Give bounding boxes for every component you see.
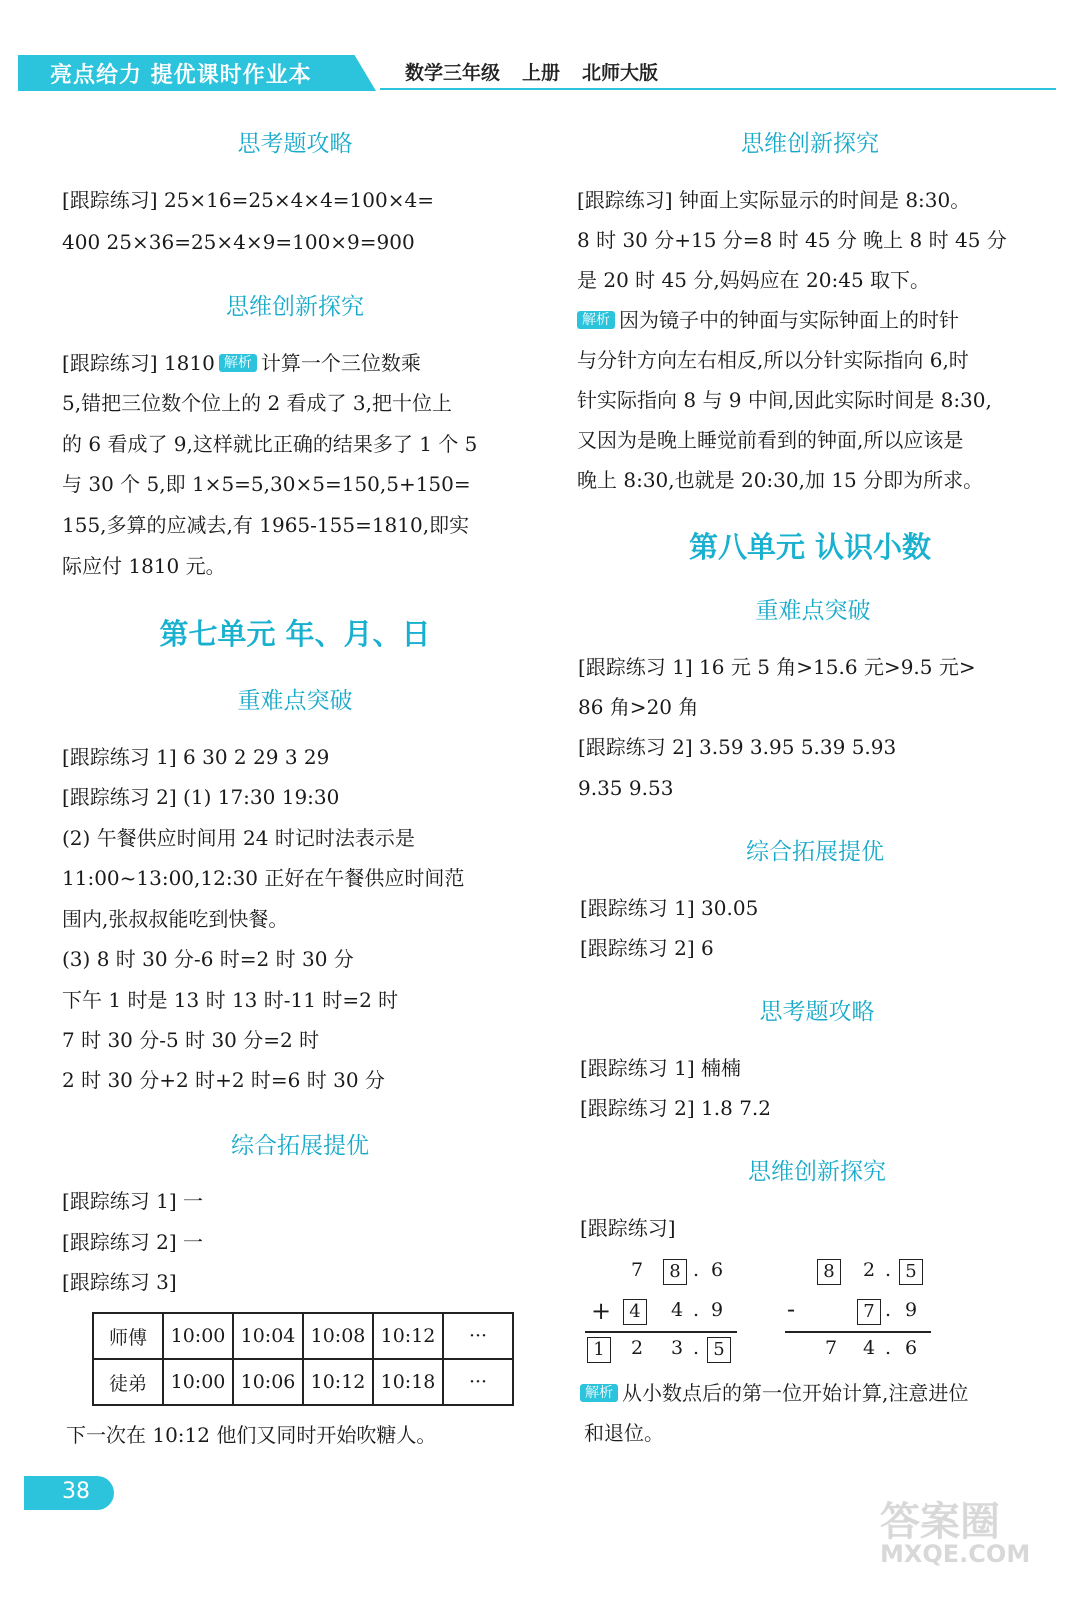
text-line: 晚上 8:30,也就是 20:30,加 15 分即为所求。	[577, 468, 984, 492]
text-line: 针实际指向 8 与 9 中间,因此实际时间是 8:30,	[577, 388, 992, 412]
section-title: 综合拓展提优	[231, 1133, 369, 1159]
digit: 2	[863, 1259, 876, 1281]
text-line: [跟踪练习 1] 16 元 5 角>15.6 元>9.5 元>	[578, 655, 976, 679]
text-line: [跟踪练习] 25×16=25×4×4=100×4=	[62, 188, 434, 212]
answer-box: 8	[663, 1259, 687, 1285]
text-line: [跟踪练习 2] (1) 17:30 19:30	[62, 785, 340, 809]
decimal-point: .	[885, 1259, 892, 1281]
section-title: 综合拓展提优	[746, 839, 884, 865]
exercise-answer: [跟踪练习] 1810	[62, 351, 215, 375]
decimal-point: .	[693, 1299, 700, 1321]
section-title: 思考题攻略	[237, 131, 353, 157]
unit-title: 第八单元 认识小数	[688, 530, 932, 564]
decimal-point: .	[693, 1337, 700, 1359]
decimal-point: .	[885, 1337, 892, 1359]
section-title: 思考题攻略	[759, 999, 875, 1025]
answer-box: 5	[899, 1259, 923, 1285]
table-cell: 师傅	[93, 1313, 163, 1359]
text-line: 86 角>20 角	[578, 695, 699, 719]
analysis-text: 从小数点后的第一位开始计算,注意进位	[622, 1381, 969, 1405]
vertical-subtraction	[783, 1255, 943, 1370]
table-cell: 10:06	[233, 1359, 303, 1405]
text-line: [跟踪练习] 钟面上实际显示的时间是 8:30。	[577, 188, 971, 212]
time-table	[92, 1312, 514, 1406]
digit: 4	[671, 1299, 684, 1321]
sum-line	[585, 1331, 737, 1333]
text-line: 与 30 个 5,即 1×5=5,30×5=150,5+150=	[62, 472, 471, 496]
section-title: 思维创新探究	[226, 294, 364, 320]
table-cell: 10:00	[163, 1313, 233, 1359]
text-line: [跟踪练习 2] 3.59 3.95 5.39 5.93	[578, 735, 897, 759]
text-line: 际应付 1810 元。	[62, 554, 226, 578]
text-line: [跟踪练习 1] 楠楠	[580, 1056, 742, 1080]
text-line: [跟踪练习 3]	[62, 1270, 177, 1294]
vertical-addition	[583, 1255, 743, 1370]
section-title: 重难点突破	[237, 688, 353, 714]
table-cell: ···	[443, 1313, 513, 1359]
minus-sign: -	[787, 1295, 796, 1323]
digit: 7	[825, 1337, 838, 1359]
plus-sign: +	[591, 1297, 612, 1325]
analysis-badge: 解析	[577, 311, 615, 329]
text-line: [跟踪练习]	[580, 1216, 676, 1240]
text-line: 下一次在 10:12 他们又同时开始吹糖人。	[66, 1423, 437, 1447]
digit: 6	[905, 1337, 918, 1359]
text-line: 9.35 9.53	[578, 776, 674, 800]
table-cell: 10:12	[373, 1313, 443, 1359]
header-rule	[380, 88, 1056, 90]
text-line: 的 6 看成了 9,这样就比正确的结果多了 1 个 5	[62, 432, 478, 456]
answer-box: 1	[587, 1337, 611, 1363]
text-line: [跟踪练习 1] 6 30 2 29 3 29	[62, 745, 330, 769]
answer-box: 4	[623, 1299, 647, 1325]
table-row	[93, 1313, 513, 1359]
text-line: 围内,张叔叔能吃到快餐。	[62, 907, 289, 931]
analysis-text: 计算一个三位数乘	[260, 351, 421, 375]
table-cell: 10:00	[163, 1359, 233, 1405]
text-line: 7 时 30 分-5 时 30 分=2 时	[62, 1028, 320, 1052]
edition-label: 北师大版	[582, 62, 659, 84]
digit: 4	[863, 1337, 876, 1359]
section-title: 思维创新探究	[741, 131, 879, 157]
text-line: [跟踪练习 1] 一	[62, 1189, 204, 1213]
digit: 3	[671, 1337, 684, 1359]
text-line: 与分针方向左右相反,所以分针实际指向 6,时	[577, 348, 969, 372]
text-line: (2) 午餐供应时间用 24 时记时法表示是	[62, 826, 415, 850]
text-line: [跟踪练习 2] 6	[580, 936, 714, 960]
analysis-text: 因为镜子中的钟面与实际钟面上的时针	[619, 308, 959, 332]
digit: 9	[711, 1299, 724, 1321]
text-line	[580, 1373, 968, 1413]
table-cell: 10:12	[303, 1359, 373, 1405]
text-line: (3) 8 时 30 分-6 时=2 时 30 分	[62, 947, 354, 971]
volume-label: 上册	[522, 62, 561, 84]
digit: 7	[631, 1259, 644, 1281]
text-line: 8 时 30 分+15 分=8 时 45 分 晚上 8 时 45 分	[577, 228, 1007, 252]
text-line: 155,多算的应减去,有 1965-155=1810,即实	[62, 513, 470, 537]
section-title: 思维创新探究	[748, 1159, 886, 1185]
table-row	[93, 1359, 513, 1405]
table-cell: 10:04	[233, 1313, 303, 1359]
analysis-badge: 解析	[580, 1384, 618, 1402]
decimal-point: .	[885, 1299, 892, 1321]
watermark-logo: 答案圈	[880, 1499, 1000, 1545]
text-line	[577, 300, 959, 340]
text-line: 下午 1 时是 13 时 13 时-11 时=2 时	[62, 988, 399, 1012]
watermark-url: MXQE.COM	[880, 1540, 1031, 1568]
text-line: 是 20 时 45 分,妈妈应在 20:45 取下。	[577, 268, 931, 292]
text-line: 400 25×36=25×4×9=100×9=900	[62, 230, 415, 254]
section-title: 重难点突破	[755, 598, 871, 624]
page-number: 38	[62, 1479, 90, 1504]
text-line	[62, 343, 421, 383]
digit: 6	[711, 1259, 724, 1281]
text-line: [跟踪练习 1] 30.05	[580, 896, 759, 920]
text-line: [跟踪练习 2] 一	[62, 1230, 204, 1254]
text-line: 5,错把三位数个位上的 2 看成了 3,把十位上	[62, 391, 452, 415]
series-title: 亮点给力 提优课时作业本	[50, 63, 312, 88]
book-info	[405, 58, 680, 85]
answer-box: 7	[857, 1299, 881, 1325]
difference-line	[785, 1331, 931, 1333]
table-cell: 徒弟	[93, 1359, 163, 1405]
table-cell: 10:08	[303, 1313, 373, 1359]
answer-box: 5	[707, 1337, 731, 1363]
analysis-badge: 解析	[219, 354, 257, 372]
digit: 9	[905, 1299, 918, 1321]
unit-title: 第七单元 年、月、日	[159, 617, 431, 651]
answer-box: 8	[817, 1259, 841, 1285]
table-cell: 10:18	[373, 1359, 443, 1405]
text-line: 和退位。	[584, 1421, 664, 1445]
text-line: 又因为是晚上睡觉前看到的钟面,所以应该是	[577, 428, 964, 452]
table-cell: ···	[443, 1359, 513, 1405]
text-line: 11:00~13:00,12:30 正好在午餐供应时间范	[62, 866, 465, 890]
subject-label: 数学三年级	[405, 62, 501, 84]
digit: 2	[631, 1337, 644, 1359]
text-line: [跟踪练习 2] 1.8 7.2	[580, 1096, 772, 1120]
text-line: 2 时 30 分+2 时+2 时=6 时 30 分	[62, 1068, 385, 1092]
decimal-point: .	[693, 1259, 700, 1281]
